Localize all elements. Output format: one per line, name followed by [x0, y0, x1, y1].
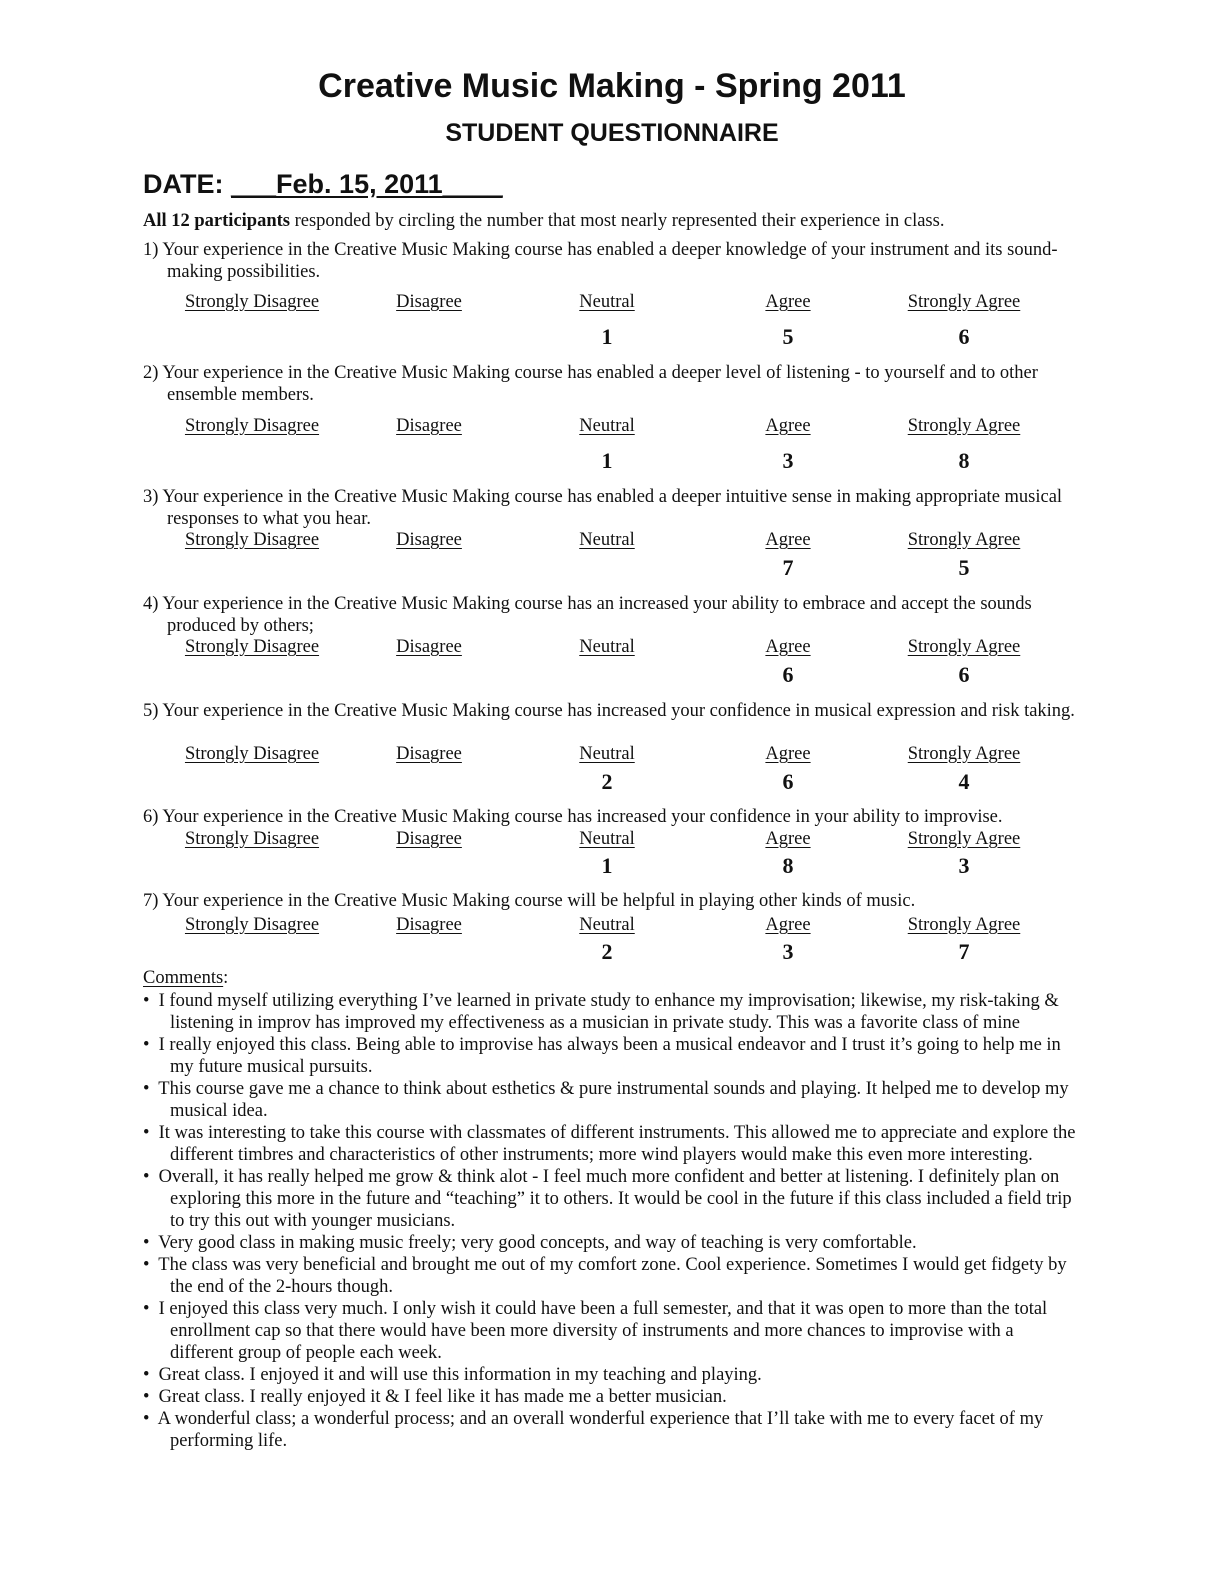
question-text: 7) Your experience in the Creative Music Making course will be helpful in playing other kinds of music. — [143, 891, 916, 911]
intro-bold: All 12 participants — [143, 211, 290, 231]
count-agree: 8 — [782, 853, 794, 878]
bullet-icon: • — [143, 1079, 150, 1099]
scale-neutral: Neutral — [579, 416, 635, 436]
comment-item — [143, 1034, 1078, 1078]
scale-neutral: Neutral — [579, 530, 635, 550]
scale-agree: Agree — [765, 744, 811, 764]
count-neutral: 1 — [601, 324, 613, 349]
scale-disagree: Disagree — [396, 637, 462, 657]
intro-rest: responded by circling the number that most nearly represented their experience in class. — [289, 211, 945, 231]
comments-list — [143, 990, 1078, 1452]
question-6 — [143, 807, 1143, 829]
scale-neutral: Neutral — [579, 292, 635, 312]
question-text: 5) Your experience in the Creative Music Making course has increased your confidence in musical expression and risk taking. — [143, 701, 1075, 721]
scale-neutral: Neutral — [579, 829, 635, 849]
scale-labels-1 — [0, 292, 1224, 316]
scale-disagree: Disagree — [396, 292, 462, 312]
count-agree: 3 — [782, 448, 794, 473]
scale-strongly-disagree: Strongly Disagree — [184, 292, 320, 312]
counts-row-7 — [0, 939, 1224, 965]
scale-strongly-agree: Strongly Agree — [907, 416, 1021, 436]
scale-disagree: Disagree — [396, 915, 462, 935]
question-7 — [143, 891, 1143, 913]
scale-strongly-disagree: Strongly Disagree — [184, 744, 320, 764]
bullet-icon: • — [143, 1167, 150, 1187]
bullet-icon: • — [143, 1123, 150, 1143]
comments-heading-label: Comments — [143, 968, 224, 988]
scale-agree: Agree — [765, 637, 811, 657]
scale-agree: Agree — [765, 829, 811, 849]
scale-labels-5 — [0, 744, 1224, 768]
count-neutral: 2 — [601, 769, 613, 794]
count-neutral: 2 — [601, 939, 613, 964]
comment-item — [143, 1408, 1078, 1452]
comment-text: Overall, it has really helped me grow & think alot - I feel much more confident and better at listening. I definitely plan on exploring this more in the future and “teaching” it to others. It would be cool in the future if this class included a field trip to try this out with younger musicians. — [158, 1167, 1072, 1231]
comment-item — [143, 1078, 1078, 1122]
counts-row-3 — [0, 555, 1224, 581]
comment-text: A wonderful class; a wonderful process; and an overall wonderful experience that I’ll take with me to every facet of my performing life. — [157, 1409, 1044, 1451]
count-agree: 6 — [782, 662, 794, 687]
count-strongly-agree: 3 — [958, 853, 970, 878]
comment-text: I really enjoyed this class. Being able to improvise has always been a musical endeavor and I trust it’s going to help me in my future musical pursuits. — [158, 1035, 1061, 1077]
comment-text: This course gave me a chance to think about esthetics & pure instrumental sounds and playing. It helped me to develop my musical idea. — [158, 1079, 1069, 1121]
counts-row-2 — [0, 448, 1224, 474]
comment-text: Very good class in making music freely; very good concepts, and way of teaching is very comfortable. — [158, 1233, 917, 1253]
scale-strongly-agree: Strongly Agree — [907, 637, 1021, 657]
bullet-icon: • — [143, 1233, 150, 1253]
count-agree: 6 — [782, 769, 794, 794]
question-text: 1) Your experience in the Creative Music Making course has enabled a deeper knowledge of your instrument and its sound-making possibilities. — [143, 240, 1058, 282]
bullet-icon: • — [143, 1299, 150, 1319]
question-3 — [143, 487, 1083, 530]
question-5 — [143, 701, 1083, 723]
comment-item — [143, 1254, 1078, 1298]
scale-strongly-disagree: Strongly Disagree — [184, 530, 320, 550]
question-text: 6) Your experience in the Creative Music Making course has increased your confidence in your ability to improvise. — [143, 807, 1003, 827]
comment-item — [143, 1232, 1078, 1254]
scale-labels-4 — [0, 637, 1224, 661]
comment-text: Great class. I really enjoyed it & I feel like it has made me a better musician. — [158, 1387, 727, 1407]
scale-labels-2 — [0, 416, 1224, 440]
comment-item — [143, 1386, 1078, 1408]
count-strongly-agree: 5 — [958, 555, 970, 580]
counts-row-1 — [0, 324, 1224, 350]
scale-strongly-agree: Strongly Agree — [907, 744, 1021, 764]
scale-labels-6 — [0, 829, 1224, 853]
scale-strongly-agree: Strongly Agree — [907, 292, 1021, 312]
comment-text: The class was very beneficial and brought me out of my comfort zone. Cool experience. Sometimes I would get fidgety by the end of the 2-hours though. — [158, 1255, 1067, 1297]
date-value: ___Feb. 15, 2011____ — [231, 169, 503, 199]
comment-item — [143, 1364, 1078, 1386]
comments-heading-suffix: : — [223, 968, 229, 988]
counts-row-6 — [0, 853, 1224, 879]
count-strongly-agree: 4 — [958, 769, 970, 794]
count-strongly-agree: 8 — [958, 448, 970, 473]
scale-strongly-agree: Strongly Agree — [907, 829, 1021, 849]
scale-strongly-disagree: Strongly Disagree — [184, 915, 320, 935]
bullet-icon: • — [143, 991, 150, 1011]
page-title: Creative Music Making - Spring 2011 — [318, 67, 906, 105]
bullet-icon: • — [143, 1409, 150, 1429]
question-1 — [143, 240, 1083, 283]
scale-disagree: Disagree — [396, 416, 462, 436]
scale-disagree: Disagree — [396, 744, 462, 764]
comment-text: I found myself utilizing everything I’ve learned in private study to enhance my improvisation; likewise, my risk-taking & listening in improv has improved my effectiveness as a musician in private study. This was a favorite class of mine — [158, 991, 1059, 1033]
comment-item — [143, 1166, 1078, 1232]
scale-disagree: Disagree — [396, 829, 462, 849]
scale-strongly-disagree: Strongly Disagree — [184, 637, 320, 657]
scale-strongly-agree: Strongly Agree — [907, 915, 1021, 935]
scale-agree: Agree — [765, 416, 811, 436]
scale-neutral: Neutral — [579, 637, 635, 657]
counts-row-4 — [0, 662, 1224, 688]
scale-neutral: Neutral — [579, 915, 635, 935]
page-subtitle: STUDENT QUESTIONNAIRE — [445, 119, 779, 147]
scale-strongly-agree: Strongly Agree — [907, 530, 1021, 550]
scale-agree: Agree — [765, 915, 811, 935]
count-strongly-agree: 6 — [958, 662, 970, 687]
scale-neutral: Neutral — [579, 744, 635, 764]
count-neutral: 1 — [601, 853, 613, 878]
scale-labels-3 — [0, 530, 1224, 554]
comments-heading — [143, 967, 228, 989]
question-2 — [143, 363, 1083, 406]
scale-labels-7 — [0, 915, 1224, 939]
date-line — [143, 167, 503, 201]
count-agree: 5 — [782, 324, 794, 349]
date-label: DATE: — [143, 169, 231, 199]
scale-disagree: Disagree — [396, 530, 462, 550]
counts-row-5 — [0, 769, 1224, 795]
question-text: 4) Your experience in the Creative Music Making course has an increased your ability to embrace and accept the sounds produced by others; — [143, 594, 1032, 636]
count-strongly-agree: 7 — [958, 939, 970, 964]
bullet-icon: • — [143, 1387, 150, 1407]
comment-text: I enjoyed this class very much. I only wish it could have been a full semester, and that it was open to more than the total enrollment cap so that there would have been more diversity of instruments and more chances to improvise with a different group of people each week. — [158, 1299, 1048, 1363]
count-neutral: 1 — [601, 448, 613, 473]
scale-agree: Agree — [765, 292, 811, 312]
intro-text — [143, 210, 1093, 232]
comment-text: Great class. I enjoyed it and will use this information in my teaching and playing. — [158, 1365, 762, 1385]
count-strongly-agree: 6 — [958, 324, 970, 349]
count-agree: 7 — [782, 555, 794, 580]
question-4 — [143, 594, 1083, 637]
bullet-icon: • — [143, 1365, 150, 1385]
question-text: 2) Your experience in the Creative Music Making course has enabled a deeper level of listening - to yourself and to other ensemble members. — [143, 363, 1038, 405]
scale-agree: Agree — [765, 530, 811, 550]
count-agree: 3 — [782, 939, 794, 964]
bullet-icon: • — [143, 1255, 150, 1275]
comment-item — [143, 1298, 1078, 1364]
comment-text: It was interesting to take this course with classmates of different instruments. This allowed me to appreciate and explore the different timbres and characteristics of other instruments; more wind players would make this even more interesting. — [158, 1123, 1076, 1165]
comment-item — [143, 990, 1078, 1034]
bullet-icon: • — [143, 1035, 150, 1055]
question-text: 3) Your experience in the Creative Music Making course has enabled a deeper intuitive sense in making appropriate musical responses to what you hear. — [143, 487, 1063, 529]
comment-item — [143, 1122, 1078, 1166]
scale-strongly-disagree: Strongly Disagree — [184, 416, 320, 436]
scale-strongly-disagree: Strongly Disagree — [184, 829, 320, 849]
